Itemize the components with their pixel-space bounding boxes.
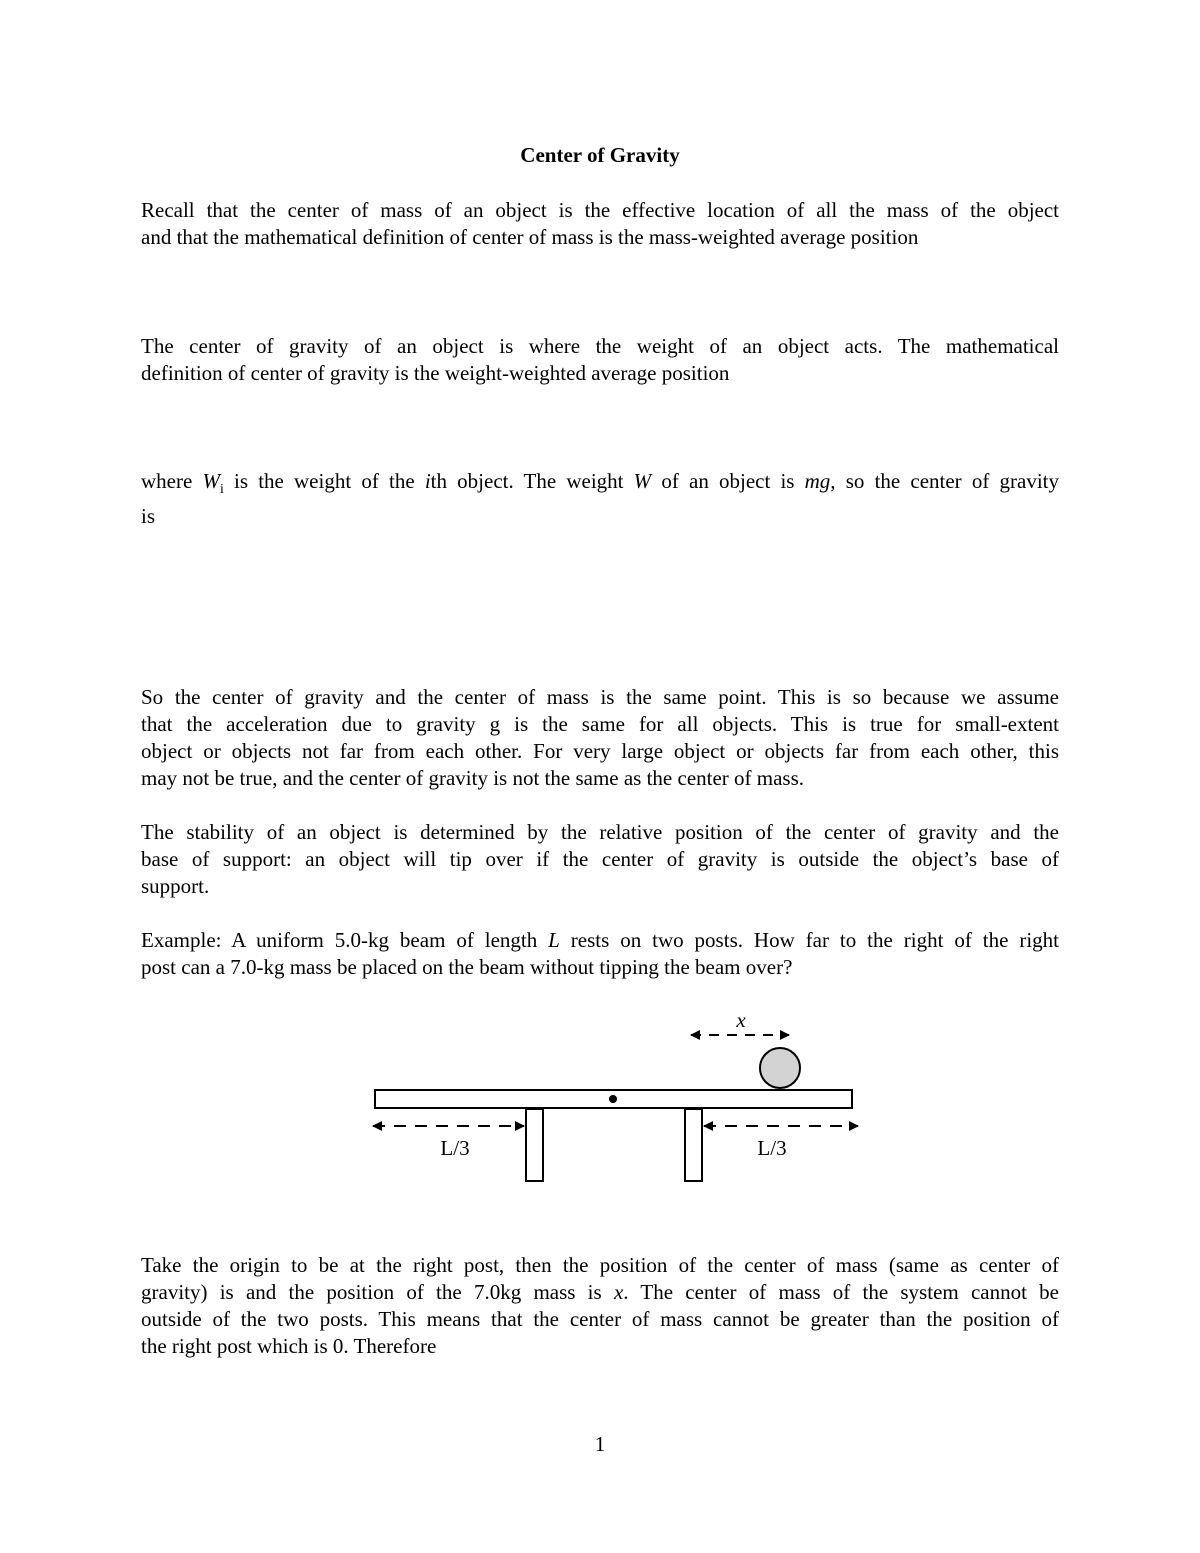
mass-ball: [760, 1048, 800, 1088]
text-line: the right post which is 0. Therefore: [141, 1334, 437, 1358]
right-post: [685, 1109, 702, 1181]
text-line: object or objects not far from each other. For very large object or objects far from each other, this: [141, 739, 1059, 763]
text-line: The stability of an object is determined by the relative position of the center of gravity and the: [141, 820, 1059, 844]
text-line: Recall that the center of mass of an object is the effective location of all the mass of the object: [141, 198, 1059, 222]
x-label: x: [736, 1008, 746, 1032]
left-third-label: L/3: [440, 1136, 470, 1160]
page-title: Center of Gravity: [520, 143, 680, 167]
right-third-label: L/3: [757, 1136, 787, 1160]
text-line: is: [141, 504, 156, 529]
text-line: definition of center of gravity is the weight-weighted average position: [141, 361, 730, 385]
text-line: outside of the two posts. This means that the center of mass cannot be greater than the position of: [141, 1307, 1059, 1331]
text-line: that the acceleration due to gravity g is the same for all objects. This is true for small-extent: [141, 712, 1059, 736]
text-line: Example: A uniform 5.0-kg beam of length L rests on two posts. How far to the right of the right: [141, 928, 1059, 952]
text-line: and that the mathematical definition of center of mass is the mass-weighted average position: [141, 225, 919, 249]
text-line: where $W_i$ is the weight of the ith object. The weight W of an object is mg, so the center of gravity: [141, 469, 1059, 498]
text-line: Take the origin to be at the right post, then the position of the center of mass (same as center of: [141, 1253, 1059, 1277]
text-line: The center of gravity of an object is where the weight of an object acts. The mathematical: [141, 334, 1059, 358]
text-line: base of support: an object will tip over if the center of gravity is outside the object’s base of: [141, 847, 1059, 871]
text-line: gravity) is and the position of the 7.0kg mass is x. The center of mass of the system cannot be: [141, 1280, 1059, 1304]
page-number: 1: [594, 1432, 606, 1456]
text-line: support.: [141, 874, 210, 898]
center-of-mass-dot: [609, 1095, 617, 1103]
text-line: may not be true, and the center of gravity is not the same as the center of mass.: [141, 766, 805, 790]
paragraph-solution: [141, 1252, 1059, 1360]
text-line: So the center of gravity and the center of mass is the same point. This is so because we assume: [141, 685, 1059, 709]
text-line: post can a 7.0-kg mass be placed on the beam without tipping the beam over?: [141, 955, 793, 979]
left-post: [526, 1109, 543, 1181]
